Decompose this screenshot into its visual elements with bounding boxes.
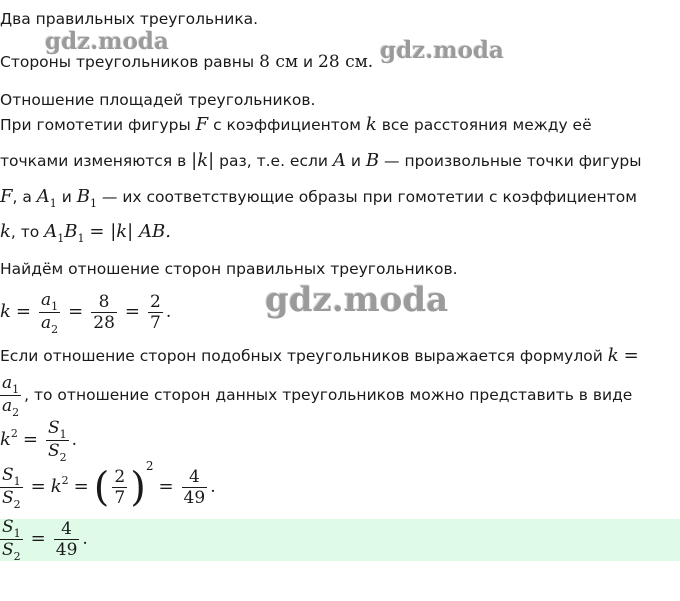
watermark-3: gdz.moda <box>265 280 449 320</box>
theory-line-1: При гомотетии фигуры F с коэффициентом k все расстояния между её <box>0 114 592 135</box>
fraction-8-28: $\frac{8}{28}$ <box>93 292 115 333</box>
formula-computation: $\frac{S_1}{S_2}$ = $k^2$ = ( $\frac{2}{7}$ )$^2$= $\frac{4}{49}$ . <box>2 459 216 511</box>
watermark-2: gdz.moda <box>380 37 504 64</box>
fraction-2-7: $\frac{2}{7}$ <box>149 292 161 333</box>
step1-line: Найдём отношение сторон правильных треугольников. <box>0 260 458 278</box>
given-line-1: Два правильных треугольника. <box>0 10 259 28</box>
theory-line-4: k, то $A_1B_1 = |k|$ AB. <box>0 221 171 245</box>
watermark-1: gdz.moda <box>45 28 169 55</box>
answer-highlight <box>0 519 680 561</box>
step2-line-2: $\frac{a_1}{a_2}$ , то отношение сторон данных треугольников можно представить в виде <box>2 373 633 419</box>
theory-line-3: F, а $A_1$ и $B_1$ — их соответствующие образы при гомотетии с коэффициентом <box>0 186 637 210</box>
answer-formula: $\frac{S_1}{S_2}$ = $\frac{4}{49}$ . <box>2 517 88 561</box>
formula-area-ratio: $k^2$ = $\frac{S_1}{S_2}$ . <box>0 418 78 464</box>
theory-line-2: точками изменяются в |k| раз, т.е. если A и B — произвольные точки фигуры <box>0 150 642 171</box>
step2-line-1: Если отношение сторон подобных треугольников выражается формулой k = <box>0 345 639 366</box>
formula-ratio: k = $\frac{a_1}{a_2}$ = $\frac{8}{28}$ = $\frac{2}{7}$ . <box>0 290 172 336</box>
fraction-a1-a2: $\frac{a_1}{a_2}$ <box>41 290 59 336</box>
find-line: Отношение площадей треугольников. <box>0 91 316 109</box>
given-line-2: Стороны треугольников равны 8 см и 28 см. <box>0 52 374 72</box>
